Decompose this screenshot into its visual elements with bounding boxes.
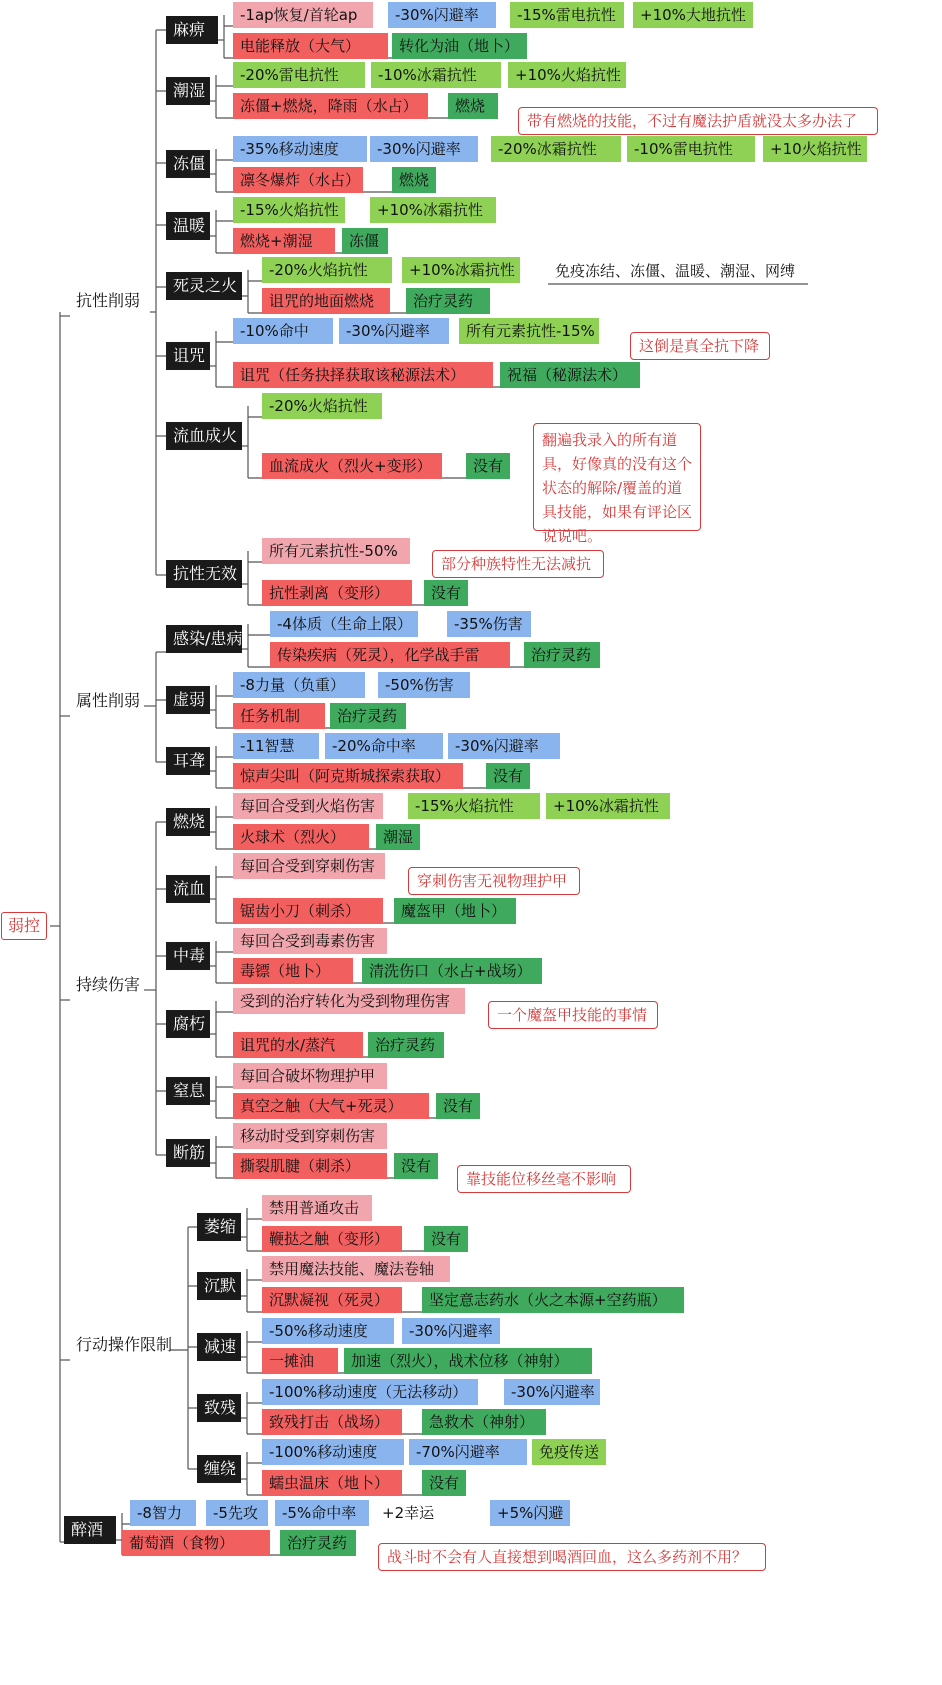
- effect-tag: -4体质（生命上限）: [270, 611, 418, 637]
- status-label: 中毒: [166, 942, 210, 970]
- effect-tag: 每回合受到毒素伤害: [233, 928, 387, 954]
- cure-tag: 治疗灵药: [524, 642, 600, 668]
- effect-tag: -15%火焰抗性: [233, 197, 345, 223]
- category-label: 持续伤害: [76, 975, 141, 994]
- effect-tag: -30%闪避率: [504, 1379, 600, 1405]
- effect-tag: +10%大地抗性: [633, 2, 753, 28]
- annotation-note: 翻遍我录入的所有道具，好像真的没有这个状态的解除/覆盖的道具技能，如果有评论区说说吧。: [533, 423, 701, 531]
- effect-tag: -15%雷电抗性: [510, 2, 624, 28]
- status-label: 减速: [197, 1333, 241, 1361]
- status-label: 温暖: [166, 212, 210, 240]
- effect-tag: 每回合受到穿刺伤害: [233, 853, 385, 879]
- effect-tag: 受到的治疗转化为受到物理伤害: [233, 988, 465, 1014]
- effect-tag: -70%闪避率: [409, 1439, 527, 1465]
- effect-tag: -10%命中: [233, 318, 333, 344]
- source-skill-tag: 火球术（烈火）: [233, 824, 369, 850]
- status-label: 沉默: [197, 1272, 241, 1300]
- source-skill-tag: 冻僵+燃烧，降雨（水占）: [233, 93, 428, 119]
- cure-tag: 没有: [394, 1153, 438, 1179]
- cure-tag: 坚定意志药水（火之本源+空药瓶）: [422, 1287, 684, 1313]
- status-label: 抗性无效: [166, 560, 242, 588]
- effect-tag: -20%冰霜抗性: [491, 136, 621, 162]
- category-label: 抗性削弱: [76, 291, 141, 310]
- effect-tag: -50%移动速度: [262, 1318, 394, 1344]
- annotation-note: 穿刺伤害无视物理护甲: [408, 867, 580, 895]
- status-label: 流血: [166, 875, 210, 903]
- effect-tag: 移动时受到穿刺伤害: [233, 1123, 387, 1149]
- source-skill-tag: 蠕虫温床（地卜）: [262, 1470, 402, 1496]
- status-label: 腐朽: [166, 1010, 210, 1038]
- cure-tag: 没有: [486, 763, 530, 789]
- cure-tag: 转化为油（地卜）: [392, 33, 527, 59]
- effect-tag: 每回合受到火焰伤害: [233, 793, 383, 819]
- source-skill-tag: 锯齿小刀（刺杀）: [233, 898, 383, 924]
- cure-tag: 没有: [424, 1226, 468, 1252]
- cure-tag: 燃烧: [448, 93, 498, 119]
- effect-tag: -30%闪避率: [339, 318, 449, 344]
- effect-tag: +2幸运: [382, 1504, 435, 1522]
- source-skill-tag: 毒镖（地卜）: [233, 958, 353, 984]
- status-label: 燃烧: [166, 808, 210, 836]
- status-label: 流血成火: [166, 422, 242, 450]
- effect-tag: +10%火焰抗性: [508, 62, 626, 88]
- effect-tag: -30%闪避率: [448, 733, 560, 759]
- cure-tag: 没有: [422, 1470, 466, 1496]
- effect-tag: +10%冰霜抗性: [370, 197, 496, 223]
- annotation-note: 靠技能位移丝毫不影响: [457, 1165, 631, 1193]
- status-label: 窒息: [166, 1077, 210, 1105]
- effect-tag: +5%闪避: [490, 1500, 570, 1526]
- source-skill-tag: 燃烧+潮湿: [233, 228, 335, 254]
- status-label: 麻痹: [166, 16, 218, 44]
- effect-tag: +10%冰霜抗性: [546, 793, 670, 819]
- cure-tag: 治疗灵药: [368, 1032, 444, 1058]
- effect-tag: -20%火焰抗性: [262, 257, 392, 283]
- status-label: 虚弱: [166, 686, 210, 714]
- effect-tag: +10%冰霜抗性: [402, 257, 520, 283]
- effect-tag: -5先攻: [206, 1500, 268, 1526]
- source-skill-tag: 葡萄酒（食物）: [122, 1530, 270, 1556]
- status-label: 致残: [197, 1394, 241, 1422]
- effect-tag: +10火焰抗性: [763, 136, 867, 162]
- cure-tag: 治疗灵药: [406, 288, 490, 314]
- status-label: 冻僵: [166, 150, 210, 178]
- cure-tag: 潮湿: [376, 824, 420, 850]
- category-label: 行动操作限制: [76, 1335, 173, 1354]
- status-label: 潮湿: [166, 77, 210, 105]
- effect-tag: -20%命中率: [325, 733, 443, 759]
- effect-tag: -30%闪避率: [370, 136, 478, 162]
- effect-tag: 所有元素抗性-50%: [262, 538, 410, 564]
- annotation-note: 战斗时不会有人直接想到喝酒回血，这么多药剂不用？: [378, 1543, 766, 1571]
- cure-tag: 冻僵: [342, 228, 388, 254]
- effect-tag: 禁用魔法技能、魔法卷轴: [262, 1256, 450, 1282]
- cure-tag: 清洗伤口（水占+战场）: [362, 958, 542, 984]
- cure-tag: 治疗灵药: [280, 1530, 356, 1556]
- effect-tag: -35%伤害: [447, 611, 531, 637]
- source-skill-tag: 惊声尖叫（阿克斯城探索获取）: [233, 763, 463, 789]
- source-skill-tag: 抗性剥离（变形）: [262, 580, 412, 606]
- effect-tag: -50%伤害: [378, 672, 470, 698]
- effect-tag: -1ap恢复/首轮ap: [233, 2, 373, 28]
- source-skill-tag: 致残打击（战场）: [262, 1409, 402, 1435]
- effect-tag: 所有元素抗性-15%: [459, 318, 599, 344]
- status-label: 感染/患病: [166, 625, 242, 653]
- root-node: 弱控: [1, 912, 47, 940]
- source-skill-tag: 血流成火（烈火+变形）: [262, 453, 442, 479]
- effect-tag: -8力量（负重）: [233, 672, 365, 698]
- cure-tag: 祝福（秘源法术）: [500, 362, 640, 388]
- source-skill-tag: 电能释放（大气）: [233, 33, 388, 59]
- immunity-text: 免疫冻结、冻僵、温暖、潮湿、网缚: [555, 262, 796, 280]
- status-label: 断筋: [166, 1139, 210, 1167]
- status-label: 萎缩: [197, 1213, 241, 1241]
- annotation-note: 部分种族特性无法减抗: [432, 550, 604, 578]
- effect-tag: -30%闪避率: [402, 1318, 500, 1344]
- effect-tag: 禁用普通攻击: [262, 1195, 372, 1221]
- cure-tag: 魔盔甲（地卜）: [394, 898, 516, 924]
- source-skill-tag: 沉默凝视（死灵）: [262, 1287, 402, 1313]
- effect-tag: -10%雷电抗性: [627, 136, 755, 162]
- category-label: 属性削弱: [76, 691, 141, 710]
- effect-tag: 免疫传送: [532, 1439, 606, 1465]
- effect-tag: -30%闪避率: [388, 2, 496, 28]
- effect-tag: -20%雷电抗性: [233, 62, 365, 88]
- cure-tag: 没有: [424, 580, 468, 606]
- effect-tag: -8智力: [130, 1500, 196, 1526]
- source-skill-tag: 撕裂肌腱（刺杀）: [233, 1153, 387, 1179]
- effect-tag: -100%移动速度（无法移动）: [262, 1379, 478, 1405]
- cure-tag: 急救术（神射）: [422, 1409, 546, 1435]
- cure-tag: 加速（烈火），战术位移（神射）: [344, 1348, 592, 1374]
- annotation-note: 带有燃烧的技能，不过有魔法护盾就没太多办法了: [518, 107, 878, 135]
- effect-tag: -100%移动速度: [262, 1439, 404, 1465]
- cure-tag: 没有: [466, 453, 510, 479]
- source-skill-tag: 凛冬爆炸（水占）: [233, 167, 363, 193]
- effect-tag: -10%冰霜抗性: [371, 62, 501, 88]
- annotation-note: 这倒是真全抗下降: [630, 332, 770, 360]
- source-skill-tag: 鞭挞之触（变形）: [262, 1226, 402, 1252]
- effect-tag: -11智慧: [233, 733, 319, 759]
- annotation-note: 一个魔盔甲技能的事情: [488, 1001, 658, 1029]
- source-skill-tag: 真空之触（大气+死灵）: [233, 1093, 429, 1119]
- status-label: 缠绕: [197, 1455, 241, 1483]
- source-skill-tag: 一摊油: [262, 1348, 338, 1374]
- source-skill-tag: 传染疾病（死灵），化学战手雷: [270, 642, 510, 668]
- cure-tag: 没有: [436, 1093, 480, 1119]
- effect-tag: -20%火焰抗性: [262, 393, 382, 419]
- status-label: 死灵之火: [166, 272, 242, 300]
- source-skill-tag: 诅咒的地面燃烧: [262, 288, 390, 314]
- effect-tag: -15%火焰抗性: [408, 793, 540, 819]
- source-skill-tag: 诅咒的水/蒸汽: [233, 1032, 363, 1058]
- cure-tag: 燃烧: [392, 167, 436, 193]
- effect-tag: -35%移动速度: [233, 136, 367, 162]
- status-label: 诅咒: [166, 342, 210, 370]
- effect-tag: -5%命中率: [275, 1500, 369, 1526]
- source-skill-tag: 诅咒（任务抉择获取该秘源法术）: [233, 362, 493, 388]
- cure-tag: 治疗灵药: [330, 703, 406, 729]
- status-label: 耳聋: [166, 747, 210, 775]
- effect-tag: 每回合破坏物理护甲: [233, 1063, 387, 1089]
- status-label: 醉酒: [64, 1516, 116, 1544]
- source-skill-tag: 任务机制: [233, 703, 325, 729]
